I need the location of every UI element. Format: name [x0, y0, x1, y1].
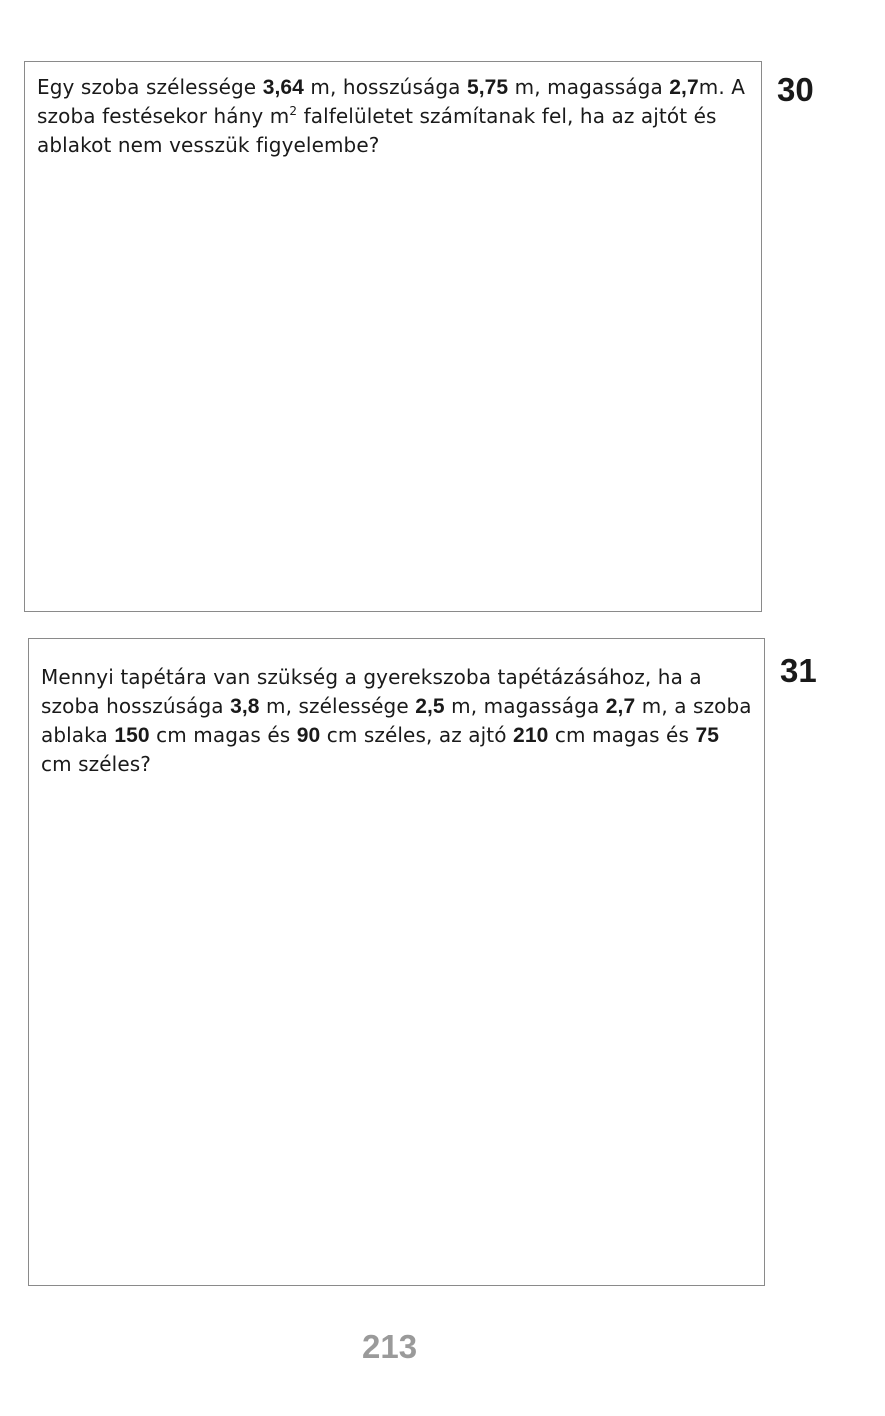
text-run: cm széles?	[41, 752, 151, 776]
numeric-value: 2,7	[669, 76, 699, 99]
text-run: Egy szoba szélessége	[37, 75, 263, 99]
page-number: 213	[362, 1328, 418, 1365]
problem-30-answer-box	[24, 61, 762, 612]
text-run: m, a szoba ablaka	[41, 694, 752, 747]
problem-31-answer-box	[28, 638, 765, 1286]
text-run: cm magas és	[149, 723, 297, 747]
numeric-value: 210	[513, 724, 549, 747]
numeric-value: 3,8	[230, 695, 260, 718]
text-run: Mennyi tapétára van szükség a gyerekszoba tapétázásához, ha a szoba hosszúsága	[41, 665, 702, 718]
text-run: m, hosszúsága	[303, 75, 467, 99]
text-run: cm magas és	[548, 723, 696, 747]
text-run: m. A szoba festésekor hány m	[37, 75, 746, 128]
text-run: cm széles, az ajtó	[320, 723, 514, 747]
numeric-value: 2,5	[415, 695, 445, 718]
numeric-value: 3,64	[262, 76, 304, 99]
problem-30-text	[37, 73, 749, 160]
text-run: m, szélessége	[259, 694, 416, 718]
numeric-value: 2,7	[605, 695, 636, 718]
problem-30-number: 30	[777, 71, 814, 108]
problem-31-text	[41, 663, 753, 779]
problem-31-number: 31	[780, 652, 817, 689]
superscript: 2	[289, 104, 298, 118]
numeric-value: 90	[296, 724, 321, 747]
numeric-value: 5,75	[466, 76, 509, 99]
numeric-value: 150	[114, 724, 150, 747]
numeric-value: 75	[695, 724, 719, 747]
text-run: falfelületet számítanak fel, ha az ajtót és ablakot nem vesszük figyelembe?	[37, 104, 717, 157]
text-run: m, magassága	[444, 694, 606, 718]
text-run: m, magassága	[508, 75, 670, 99]
